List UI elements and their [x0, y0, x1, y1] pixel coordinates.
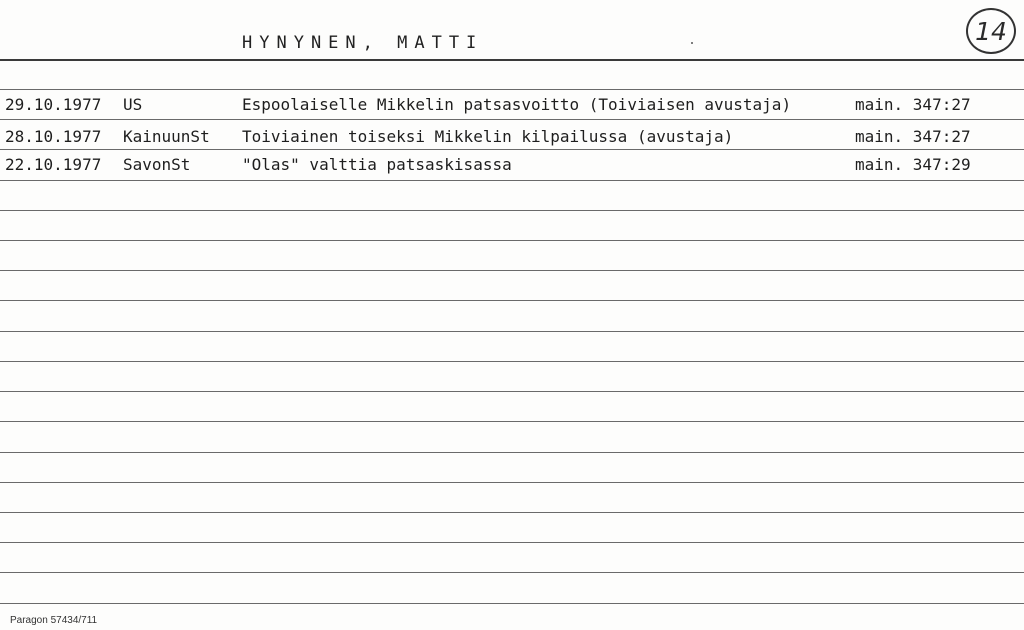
ruled-line [0, 512, 1024, 513]
ruled-line [0, 119, 1024, 120]
entry-row [0, 155, 1024, 179]
card-print-code: Paragon 57434/711 [10, 615, 98, 626]
entry-date: 22.10.1977 [5, 155, 102, 174]
ruled-line [0, 331, 1024, 332]
card-number: 14 [975, 16, 1007, 46]
entry-source: US [123, 95, 143, 114]
ruled-line [0, 180, 1024, 181]
ruled-line [0, 300, 1024, 301]
ruled-line [0, 603, 1024, 604]
entry-title: "Olas" valttia patsaskisassa [242, 155, 512, 174]
ruled-line [0, 240, 1024, 241]
entry-date: 29.10.1977 [5, 95, 102, 114]
entry-title: Espoolaiselle Mikkelin patsasvoitto (Toiviaisen avustaja) [242, 95, 792, 114]
entry-row [0, 127, 1024, 151]
card-number-circle [966, 8, 1016, 54]
entry-row [0, 95, 1024, 119]
ruled-line [0, 542, 1024, 543]
entry-ref: main. 347:27 [855, 95, 971, 114]
ruled-line [0, 482, 1024, 483]
entry-date: 28.10.1977 [5, 127, 102, 146]
ruled-line [0, 452, 1024, 453]
entry-ref: main. 347:27 [855, 127, 971, 146]
ruled-line [0, 270, 1024, 271]
entry-title: Toiviainen toiseksi Mikkelin kilpailussa (avustaja) [242, 127, 734, 146]
entry-source: SavonSt [123, 155, 191, 174]
ruled-line [0, 89, 1024, 90]
person-name: HYNYNEN, MATTI [242, 33, 484, 53]
ruled-line [0, 421, 1024, 422]
ruled-line [0, 572, 1024, 573]
ruled-line [0, 361, 1024, 362]
header-rule [0, 59, 1024, 61]
paper-speck [691, 42, 693, 44]
entry-ref: main. 347:29 [855, 155, 971, 174]
ruled-line [0, 391, 1024, 392]
ruled-line [0, 210, 1024, 211]
entry-source: KainuunSt [123, 127, 210, 146]
